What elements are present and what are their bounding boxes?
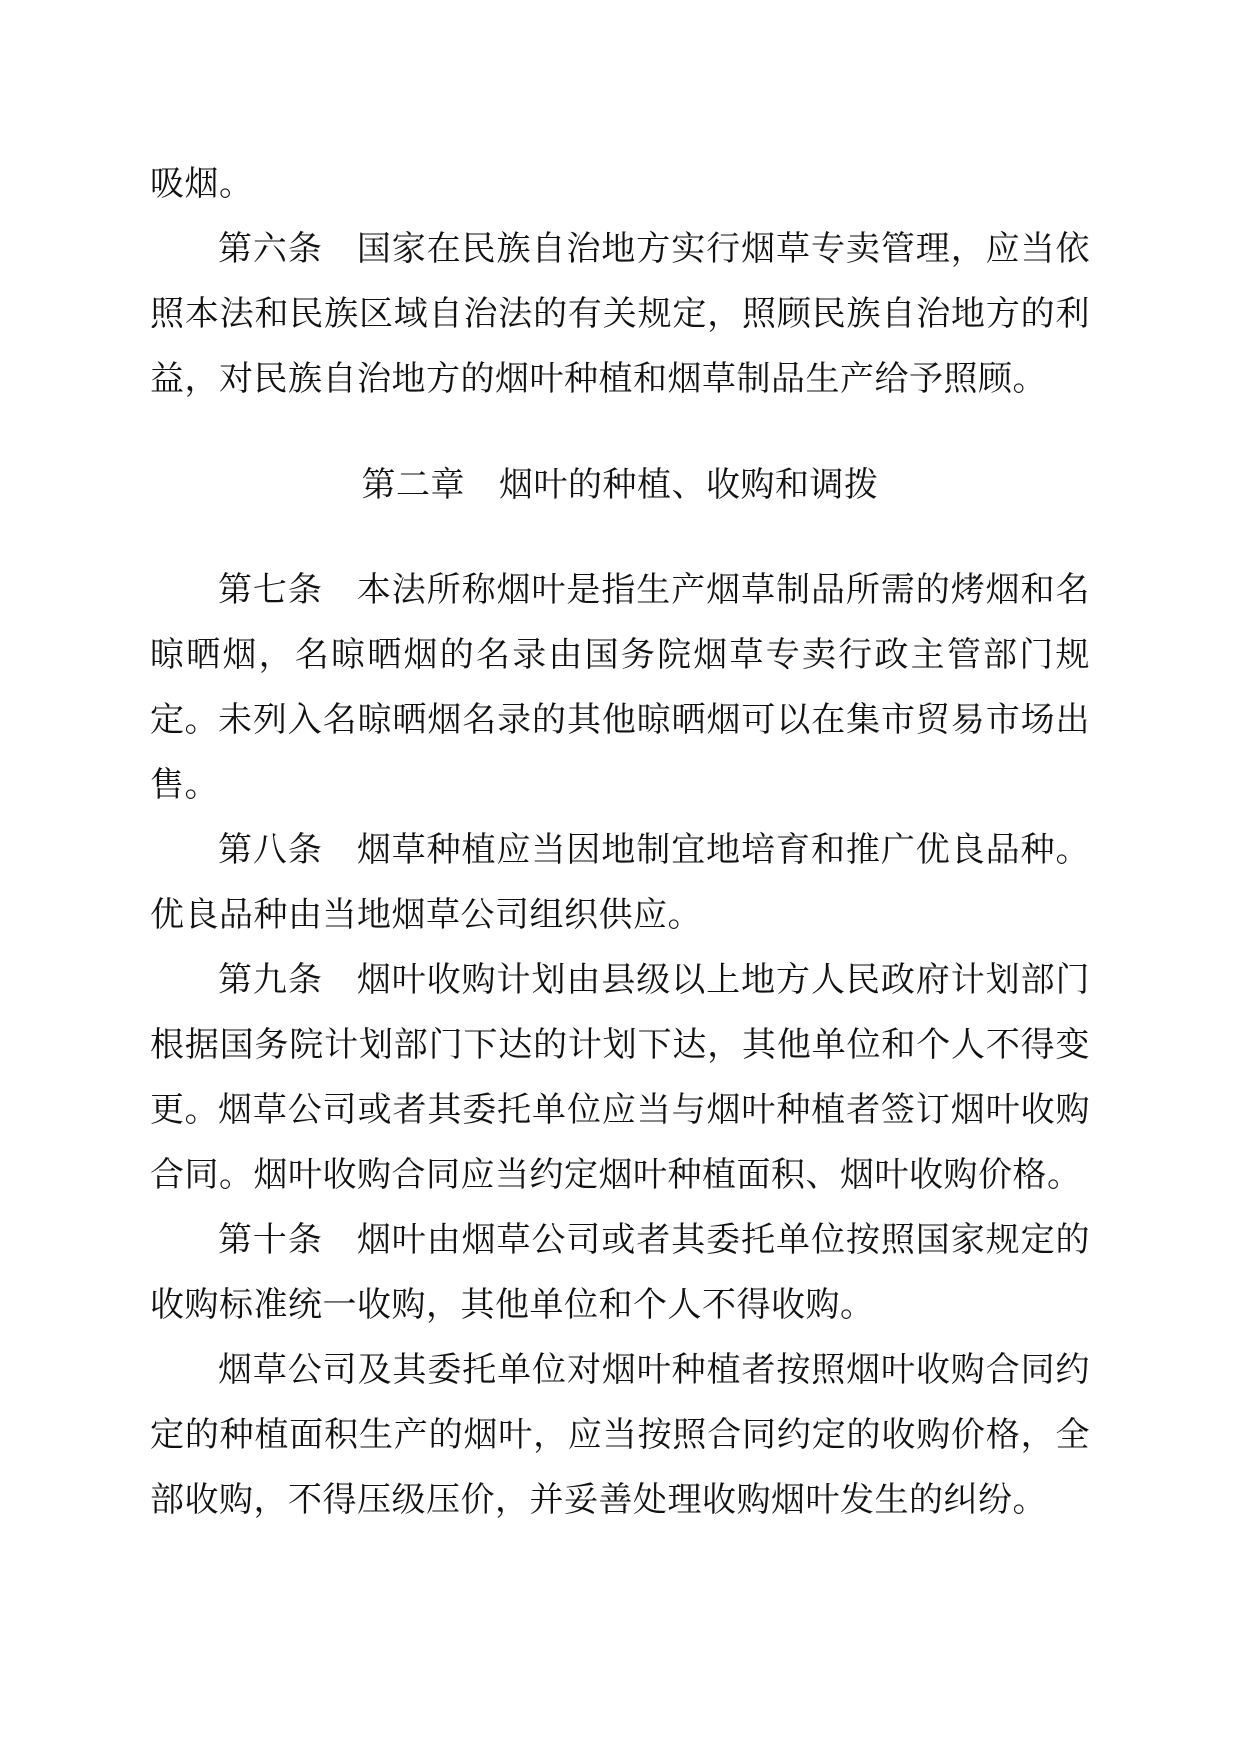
article-text: 本法所称烟叶是指生产烟草制品所需的烤烟和名晾晒烟，名晾晒烟的名录由国务院烟草专卖行政主管部门规定。 <box>150 570 1091 740</box>
paragraph-text: 烟草公司及其委托单位对烟叶种植者按照烟叶收购合同约定的种植面积生产的烟叶，应当按照合同约定的收购价格，全部收购，不得压级压价，并妥善处理收购烟叶发生的纠纷。 <box>150 1350 1090 1520</box>
paragraph-text: 未列入名晾晒烟名录的其他晾晒烟可以在集市贸易市场出售。 <box>150 700 1090 805</box>
article-7-para-2 <box>150 688 1090 818</box>
article-10-para-2 <box>150 1338 1090 1533</box>
article-8 <box>150 818 1090 948</box>
chapter-title: 烟叶的种植、收购和调拨 <box>499 465 879 505</box>
article-label: 第十条 <box>218 1220 323 1260</box>
article-label: 第八条 <box>218 830 323 870</box>
article-9-para-2 <box>150 1078 1090 1208</box>
paragraph-continuation <box>150 152 1090 217</box>
article-text: 烟草种植应当因地制宜地培育和推广优良品种。优良品种由当地烟草公司组织供应。 <box>150 830 1091 935</box>
paragraph-text: 烟草公司或者其委托单位应当与烟叶种植者签订烟叶收购合同。烟叶收购合同应当约定烟叶种植面积、烟叶收购价格。 <box>150 1090 1090 1195</box>
article-text: 烟叶由烟草公司或者其委托单位按照国家规定的收购标准统一收购，其他单位和个人不得收购。 <box>150 1220 1091 1325</box>
article-label: 第六条 <box>218 229 323 269</box>
article-6 <box>150 217 1090 412</box>
paragraph-text: 吸烟。 <box>150 164 254 204</box>
article-text: 国家在民族自治地方实行烟草专卖管理，应当依照本法和民族区域自治法的有关规定，照顾民族自治地方的利益，对民族自治地方的烟叶种植和烟草制品生产给予照顾。 <box>150 229 1091 399</box>
article-text: 烟叶收购计划由县级以上地方人民政府计划部门根据国务院计划部门下达的计划下达，其他单位和个人不得变更。 <box>150 960 1091 1130</box>
chapter-number: 第二章 <box>361 465 465 505</box>
article-label: 第九条 <box>218 960 323 1000</box>
chapter-heading <box>150 453 1090 518</box>
article-label: 第七条 <box>218 570 323 610</box>
article-10 <box>150 1208 1090 1338</box>
